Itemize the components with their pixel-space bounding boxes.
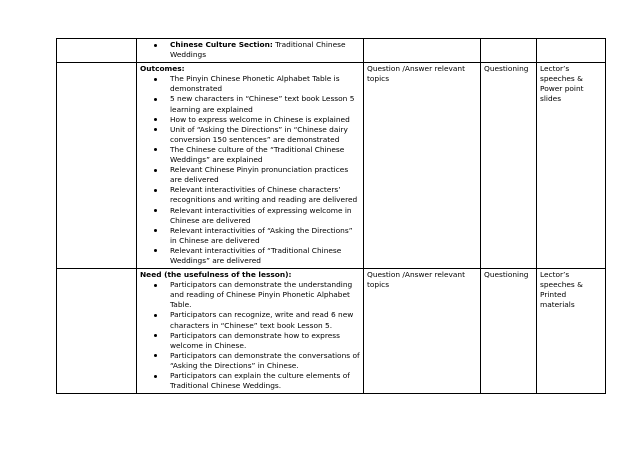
list-item: Unit of “Asking the Directions” in “Chinese dairy conversion 150 sentences” are demonstrated	[170, 125, 360, 145]
resources-cell: Lector’s speeches & Power point slides	[537, 63, 606, 269]
list-item: Participators can recognize, write and read 6 new characters in “Chinese” text book Lesson 5.	[170, 310, 360, 330]
list-item: Relevant interactivities of “Asking the Directions” in Chinese are delivered	[170, 226, 360, 246]
list-item: Participators can demonstrate the understanding and reading of Chinese Pinyin Phonetic Alphabet Table.	[170, 280, 360, 310]
list-item: Participators can demonstrate how to express welcome in Chinese.	[170, 331, 360, 351]
item-label: Chinese Culture Section:	[170, 40, 273, 49]
table-row-culture-section	[57, 39, 606, 63]
empty-cell	[364, 39, 481, 63]
content-cell	[137, 39, 364, 63]
empty-cell	[57, 269, 137, 394]
list-item: The Pinyin Chinese Phonetic Alphabet Table is demonstrated	[170, 74, 360, 94]
method-cell: Questioning	[481, 63, 537, 269]
empty-cell	[537, 39, 606, 63]
list-item: The Chinese culture of the “Traditional Chinese Weddings” are explained	[170, 145, 360, 165]
bullet-list	[140, 280, 360, 391]
list-item	[170, 40, 360, 60]
list-item: Relevant interactivities of “Traditional Chinese Weddings” are delivered	[170, 246, 360, 266]
activity-cell: Question /Answer relevant topics	[364, 269, 481, 394]
method-cell: Questioning	[481, 269, 537, 394]
empty-cell	[57, 63, 137, 269]
item-text: Traditional Chinese Weddings	[170, 40, 346, 60]
resources-cell: Lector’s speeches & Printed materials	[537, 269, 606, 394]
table-row-outcomes	[57, 63, 606, 269]
section-heading: Need (the usefulness of the lesson):	[140, 270, 292, 280]
list-item: 5 new characters in “Chinese” text book Lesson 5 learning are explained	[170, 94, 360, 114]
list-item: Relevant interactivities of Chinese characters’ recognitions and writing and reading are delivered	[170, 185, 360, 205]
lesson-plan-table	[56, 38, 606, 394]
table-row-need	[57, 269, 606, 394]
content-cell	[137, 269, 364, 394]
empty-cell	[481, 39, 537, 63]
list-item: Relevant interactivities of expressing welcome in Chinese are delivered	[170, 206, 360, 226]
empty-cell	[57, 39, 137, 63]
section-heading: Outcomes:	[140, 64, 185, 74]
bullet-list	[140, 40, 360, 60]
list-item: Participators can demonstrate the conversations of “Asking the Directions” in Chinese.	[170, 350, 360, 370]
list-item: How to express welcome in Chinese is explained	[170, 115, 360, 125]
list-item: Participators can explain the culture elements of Traditional Chinese Weddings.	[170, 371, 360, 391]
bullet-list	[140, 74, 360, 266]
list-item: Relevant Chinese Pinyin pronunciation practices are delivered	[170, 165, 360, 185]
activity-cell: Question /Answer relevant topics	[364, 63, 481, 269]
content-cell	[137, 63, 364, 269]
